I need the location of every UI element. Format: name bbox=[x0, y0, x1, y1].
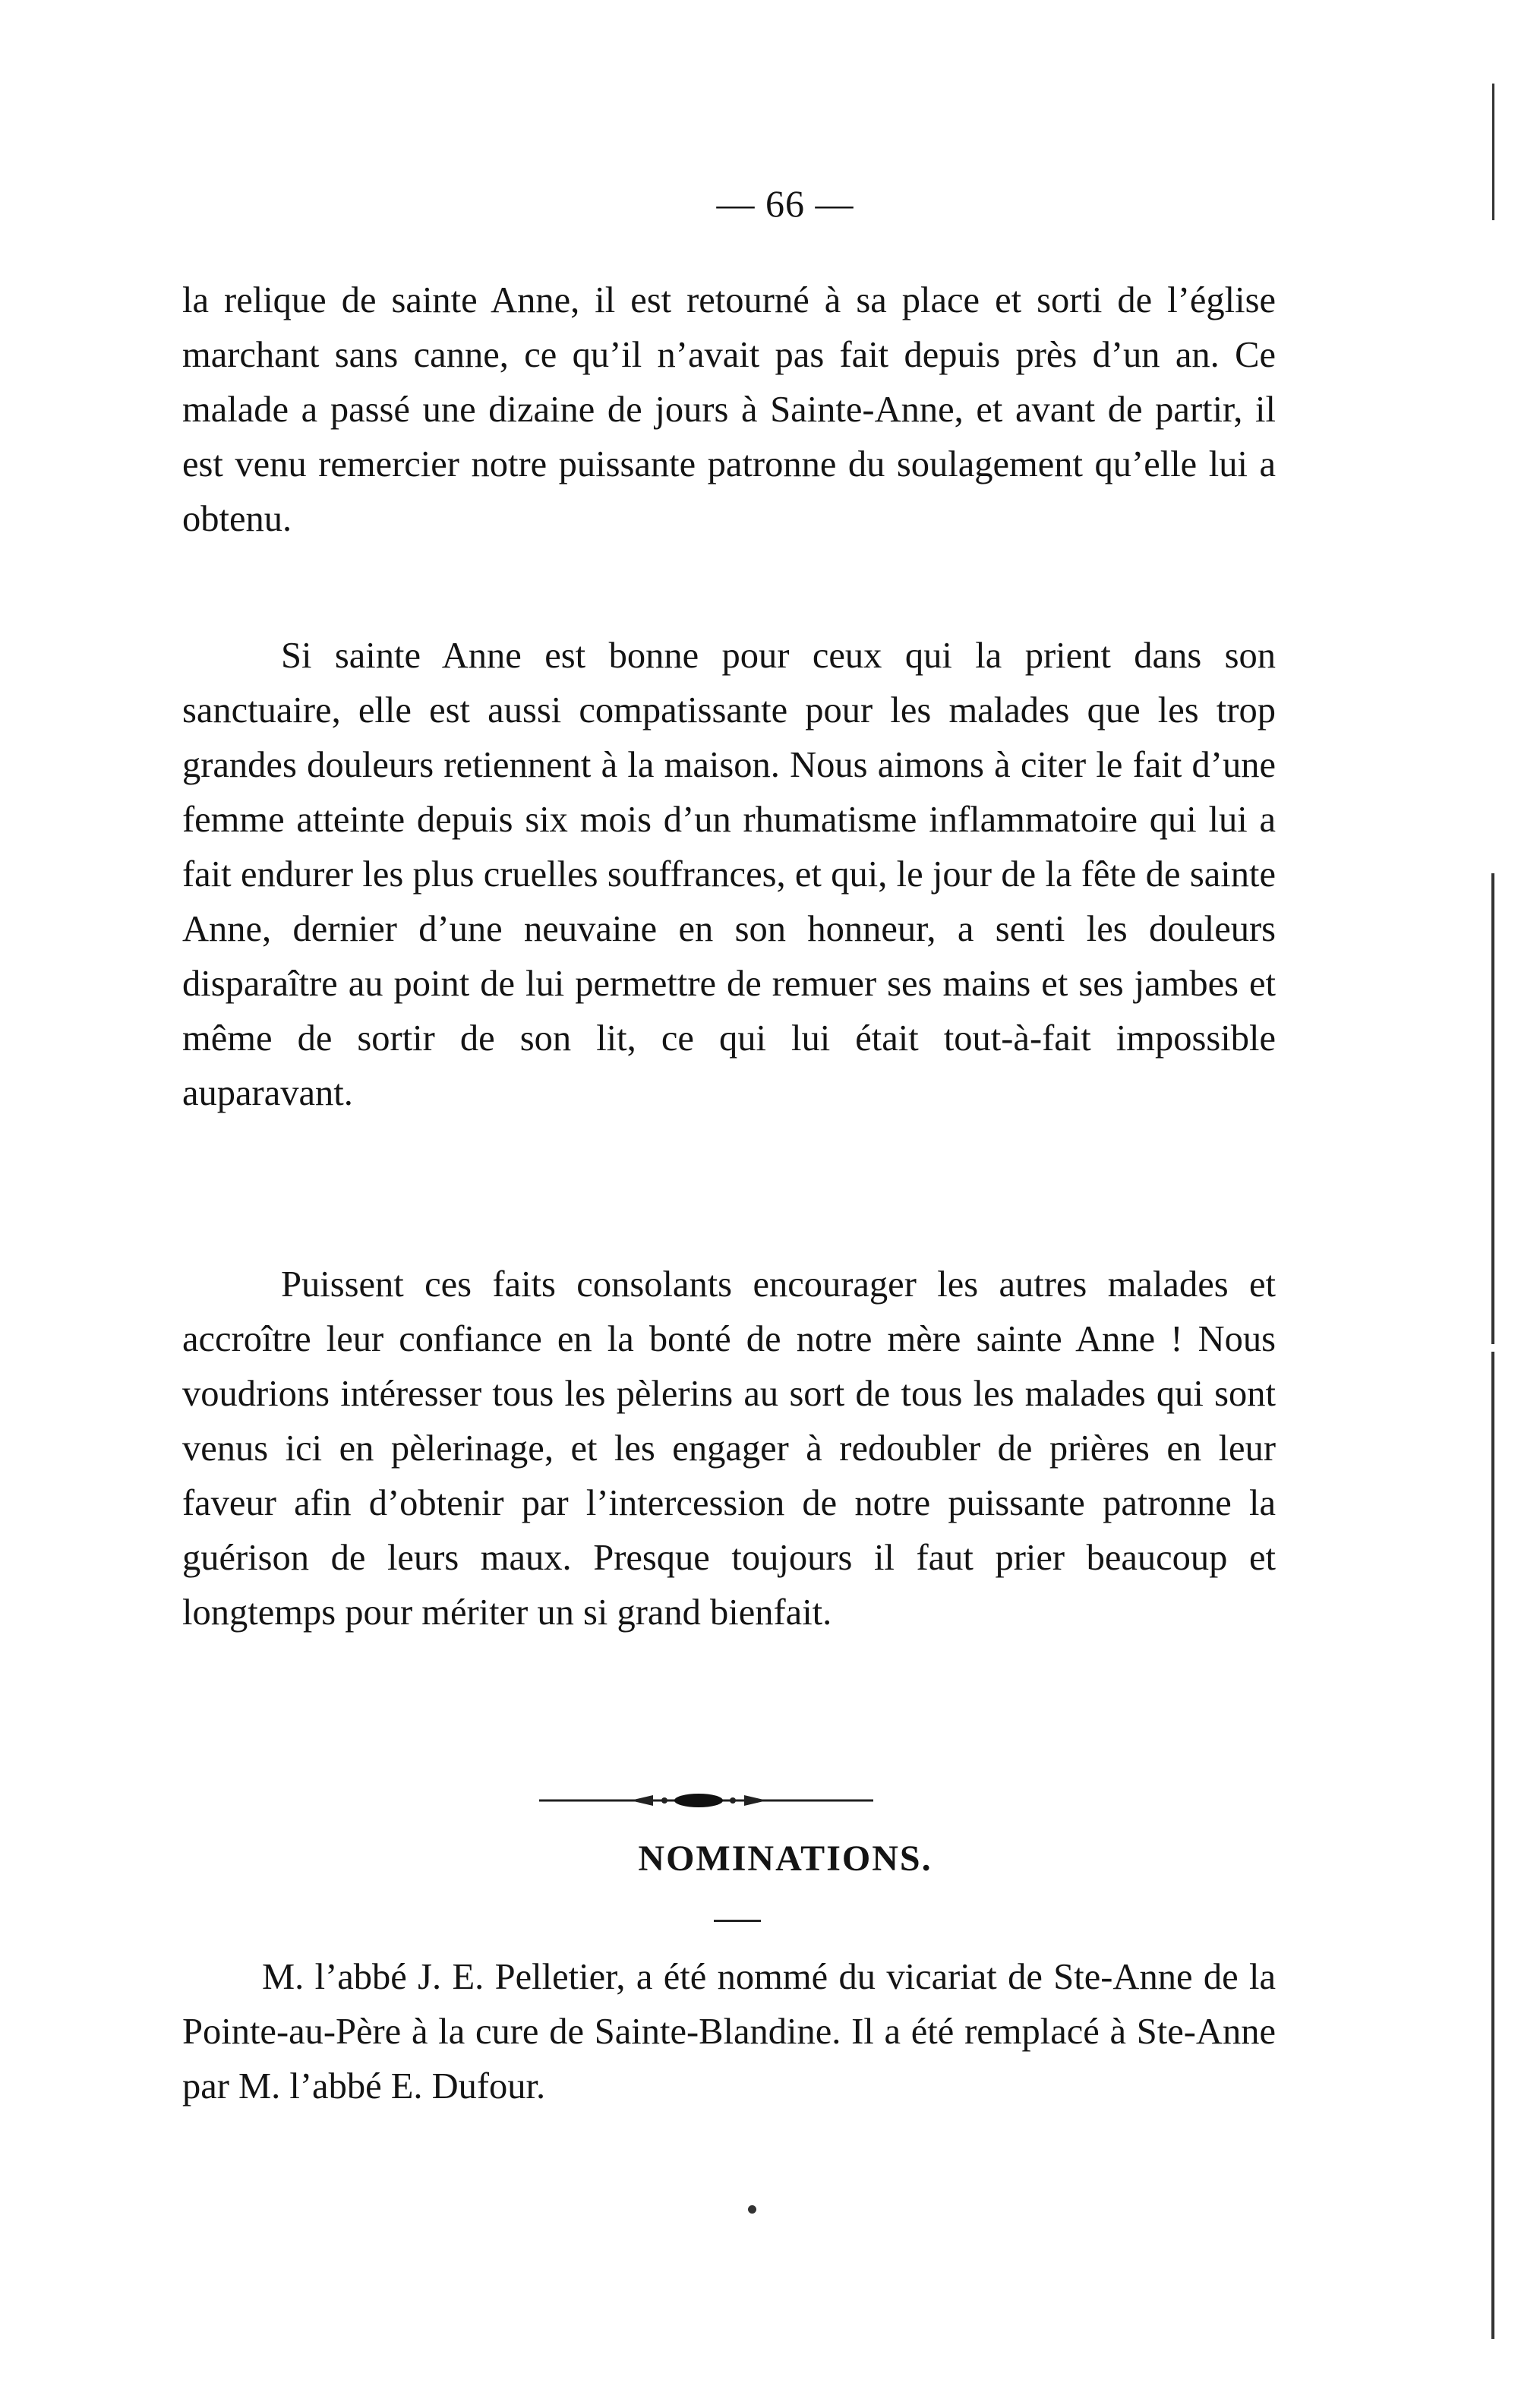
end-mark bbox=[748, 2205, 756, 2214]
margin-edge-mark bbox=[1491, 873, 1494, 1344]
title-rule bbox=[714, 1920, 761, 1922]
page-number: — 66 — bbox=[716, 182, 854, 225]
section-title: NOMINATIONS. bbox=[638, 1838, 933, 1879]
nominations-paragraph: M. l’abbé J. E. Pelletier, a été nommé du vicariat de Ste-Anne de la Pointe-au-Père à la cure de Sainte-Blandine. Il a été remplacé à Ste-Anne par M. l’abbé E. Dufour. bbox=[182, 1957, 1276, 2107]
ornament-divider bbox=[539, 1792, 873, 1809]
margin-edge-mark bbox=[1491, 1352, 1494, 2339]
paragraph-1: la relique de sainte Anne, il est retourné à sa place et sorti de l’église marchant sans canne, ce qu’il n’avait pas fait depuis près d’un an. Ce malade a passé une dizaine de jours à Sainte-Anne, et avant de partir, il est venu remercier notre puissante patronne du soulagement qu’elle lui a obtenu. bbox=[182, 280, 1276, 539]
paragraph-3: Puissent ces faits consolants encourager les autres malades et accroître leur confiance en la bonté de notre mère sainte Anne ! Nous voudrions intéresser tous les pèlerins au sort de tous les malades qui sont venus ici en pèlerinage, et les engager à redoubler de prières en leur faveur afin d’obtenir par l’intercession de notre puissante patronne la guérison de leurs maux. Presque toujours il faut prier beaucoup et longtemps pour mériter un si grand bienfait. bbox=[182, 1264, 1276, 1633]
paragraph-2: Si sainte Anne est bonne pour ceux qui la prient dans son sanctuaire, elle est aussi compatissante pour les malades que les trop grandes douleurs retiennent à la maison. Nous aimons à citer le fait d’une femme atteinte depuis six mois d’un rhumatisme inflammatoire qui lui a fait endurer les plus cruelles souffrances, et qui, le jour de la fête de sainte Anne, dernier d’une neuvaine en son honneur, a senti les douleurs disparaître au point de lui permettre de remuer ses mains et ses jambes et même de sortir de son lit, ce qui lui était tout-à-fait impossible auparavant. bbox=[182, 636, 1276, 1113]
margin-edge-mark bbox=[1492, 84, 1494, 220]
